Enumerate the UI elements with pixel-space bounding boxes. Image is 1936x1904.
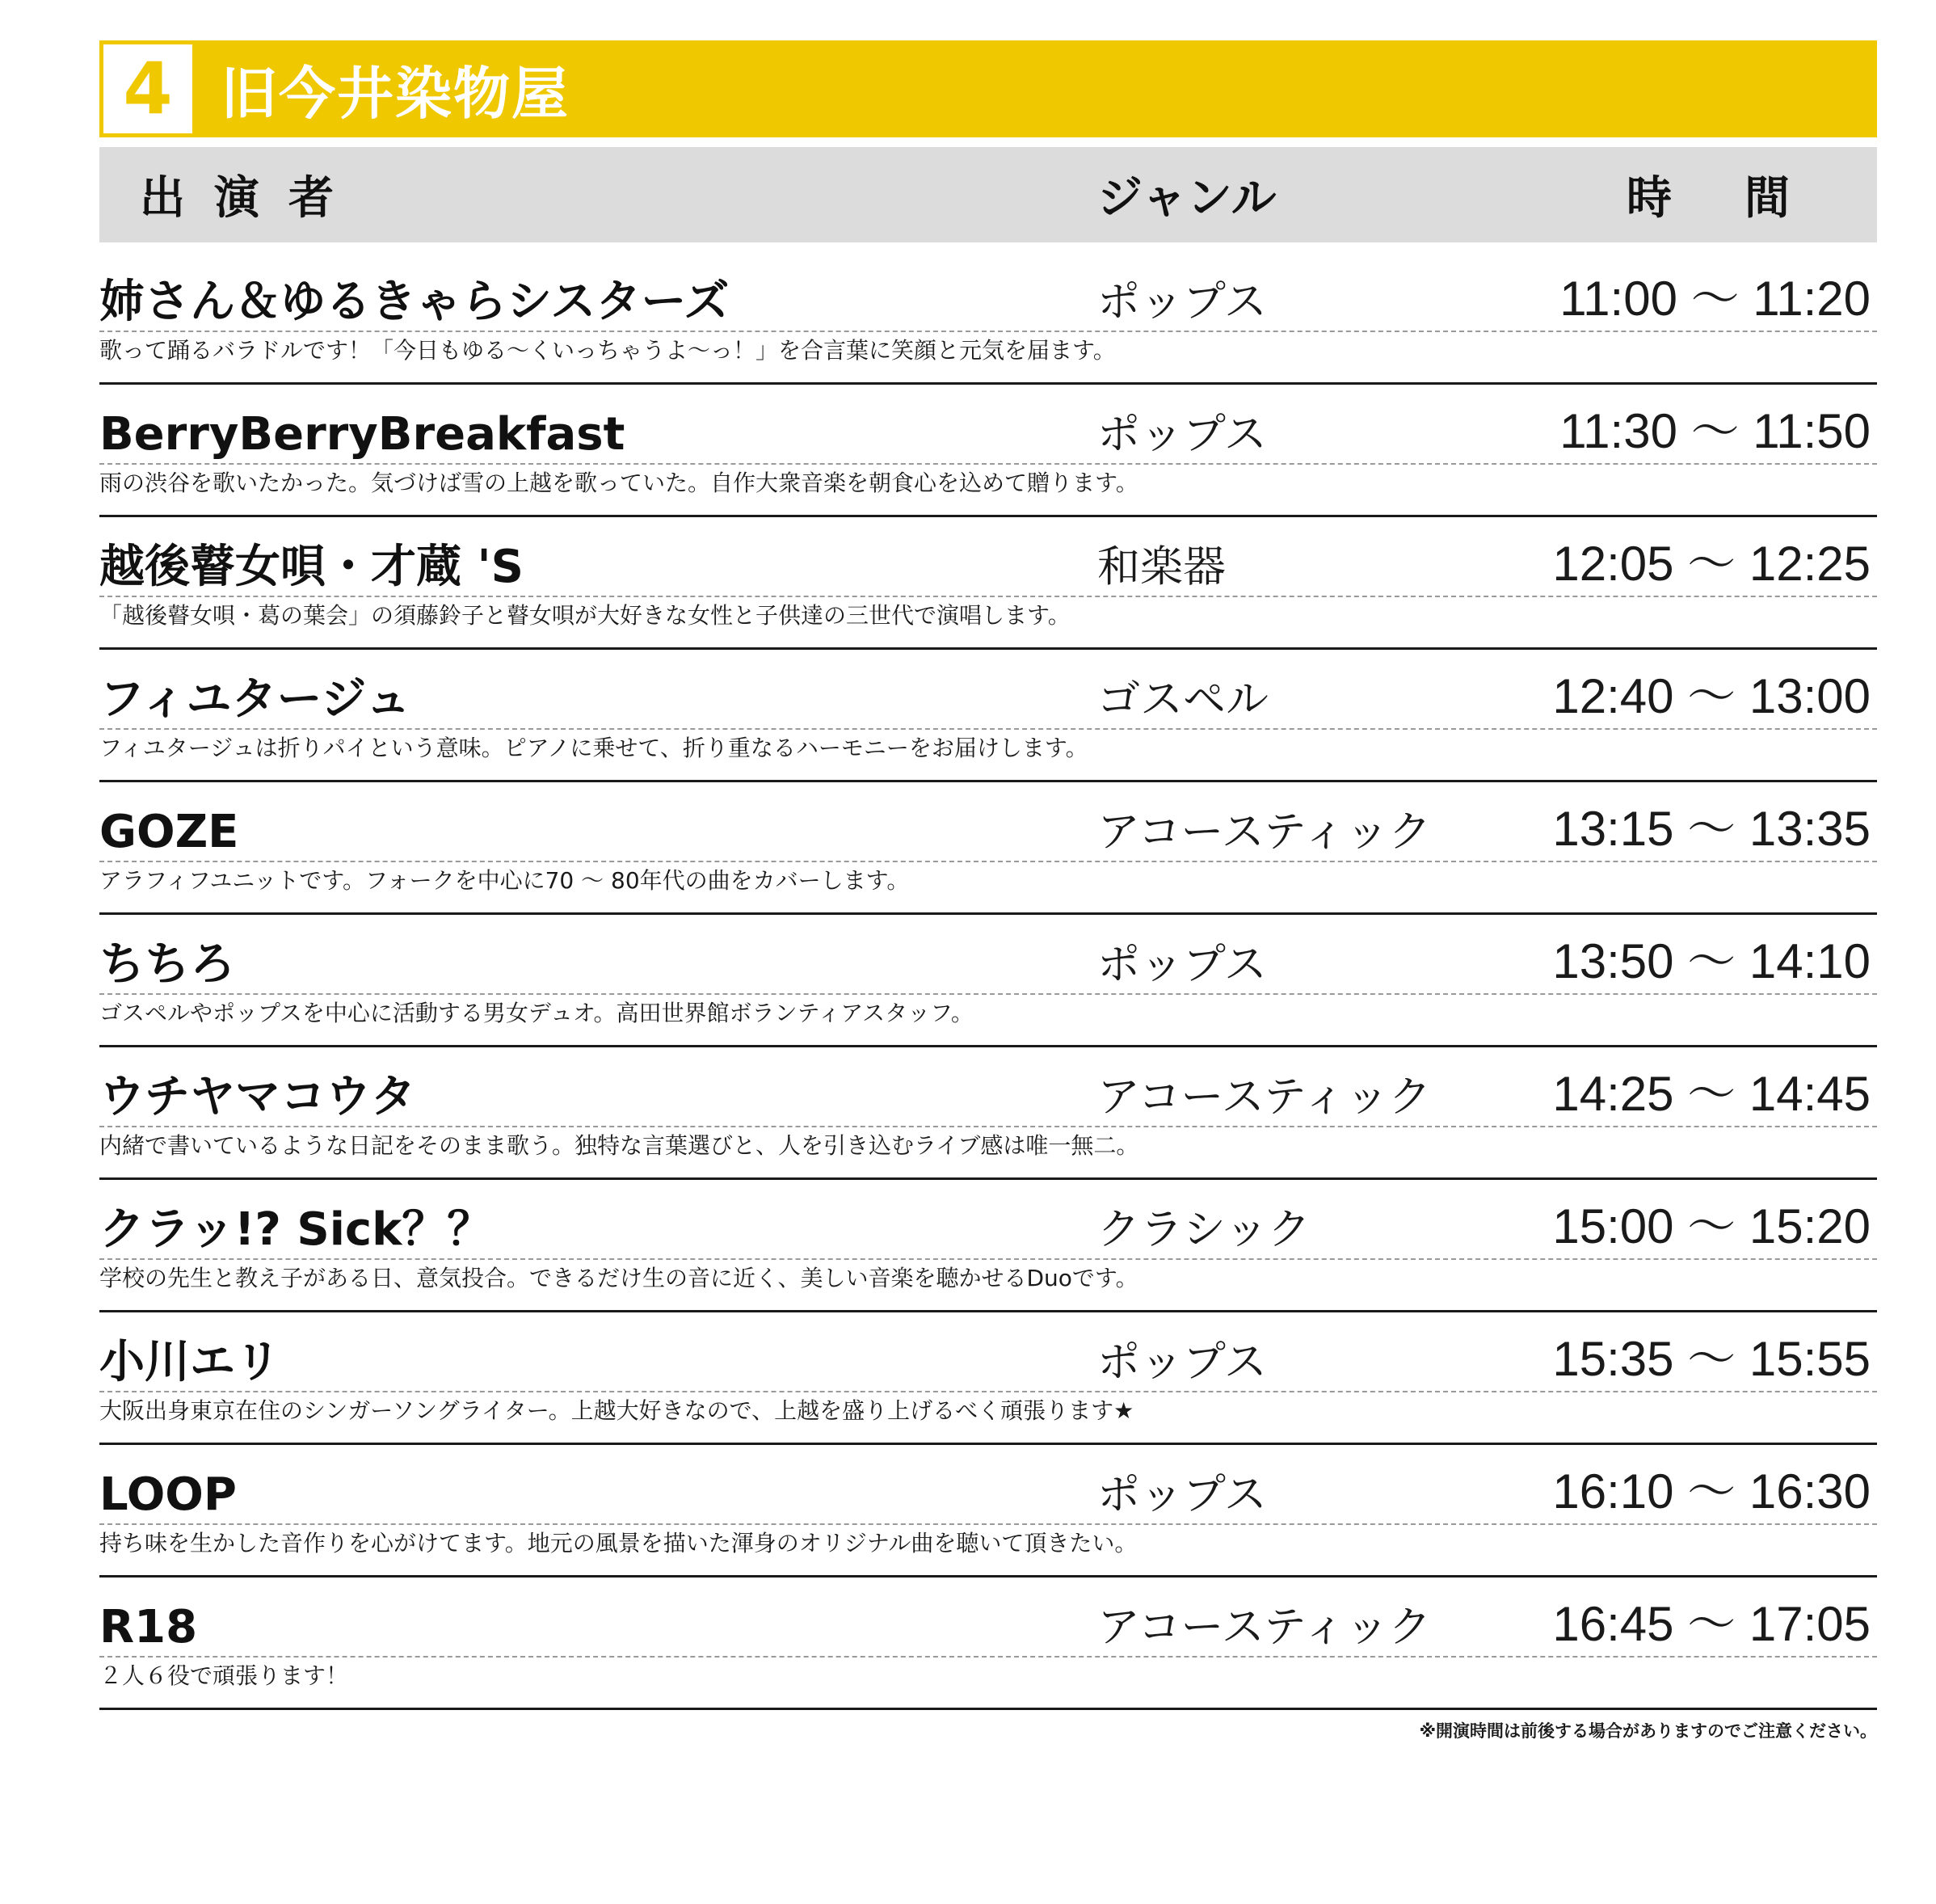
header-performer: 出演者 xyxy=(140,172,363,225)
performer-description: 持ち味を生かした音作りを心がけてます。地元の風景を描いた渾身のオリジナル曲を聴いて頂きたい。 xyxy=(99,1530,1138,1556)
schedule-row xyxy=(99,1445,1877,1578)
genre: 和楽器 xyxy=(1097,541,1226,592)
schedule-row xyxy=(99,650,1877,782)
schedule-sheet xyxy=(99,40,1877,1741)
time-slot: 12:40 ～ 13:00 xyxy=(1552,669,1871,723)
schedule-row xyxy=(99,517,1877,650)
schedule-row xyxy=(99,385,1877,517)
header-time: 時間 xyxy=(1627,172,1862,225)
performer-name: フィユタージュ xyxy=(99,673,411,727)
schedule-row xyxy=(99,782,1877,915)
row-main xyxy=(99,1180,1877,1260)
header-genre: ジャンル xyxy=(1097,172,1277,225)
schedule-list xyxy=(99,252,1877,1710)
performer-description: 学校の先生と教え子がある日、意気投合。できるだけ生の音に近く、美しい音楽を聴かせるDuoです。 xyxy=(99,1265,1138,1291)
schedule-row xyxy=(99,915,1877,1047)
row-main xyxy=(99,1578,1877,1658)
row-main xyxy=(99,915,1877,995)
performer-description: 大阪出身東京在住のシンガーソングライター。上越大好きなので、上越を盛り上げるべく頑張ります★ xyxy=(99,1397,1134,1424)
genre: アコースティック xyxy=(1097,1072,1432,1122)
time-slot: 11:00 ～ 11:20 xyxy=(1559,272,1871,326)
genre: ポップス xyxy=(1097,939,1267,989)
venue-number: 4 xyxy=(123,47,173,130)
time-slot: 12:05 ～ 12:25 xyxy=(1552,537,1871,591)
venue-banner xyxy=(99,40,1877,137)
performer-name: ウチヤマコウタ xyxy=(99,1071,416,1124)
row-main xyxy=(99,1445,1877,1525)
performer-name: クラッ!? Sick？？ xyxy=(99,1203,493,1257)
performer-name: 越後瞽女唄・才蔵 'S xyxy=(99,541,524,594)
time-slot: 15:00 ～ 15:20 xyxy=(1552,1199,1871,1253)
row-main xyxy=(99,650,1877,730)
time-slot: 16:45 ～ 17:05 xyxy=(1552,1597,1871,1651)
performer-name: ちちろ xyxy=(99,938,235,992)
performer-name: 小川エリ xyxy=(99,1336,280,1389)
time-slot: 13:15 ～ 13:35 xyxy=(1552,802,1871,856)
footnote: ※開演時間は前後する場合がありますのでご注意ください。 xyxy=(1419,1721,1877,1741)
genre: ポップス xyxy=(1097,1337,1267,1387)
row-main xyxy=(99,385,1877,465)
performer-name: 姉さん＆ゆるきゃらシスターズ xyxy=(99,276,730,329)
performer-description: 内緒で書いているような日記をそのまま歌う。独特な言葉選びと、人を引き込むライブ感は唯一無二。 xyxy=(99,1132,1139,1159)
performer-name: GOZE xyxy=(99,806,239,859)
performer-description: 雨の渋谷を歌いたかった。気づけば雪の上越を歌っていた。自作大衆音楽を朝食心を込めて贈ります。 xyxy=(99,470,1138,496)
schedule-row xyxy=(99,1578,1877,1710)
time-slot: 11:30 ～ 11:50 xyxy=(1559,404,1871,458)
time-slot: 15:35 ～ 15:55 xyxy=(1552,1332,1871,1386)
genre: クラシック xyxy=(1097,1204,1311,1254)
schedule-row xyxy=(99,1312,1877,1445)
performer-description: 「越後瞽女唄・葛の葉会」の須藤鈴子と瞽女唄が大好きな女性と子供達の三世代で演唱します。 xyxy=(99,602,1071,629)
performer-name: LOOP xyxy=(99,1468,237,1522)
schedule-row xyxy=(99,1180,1877,1312)
time-slot: 13:50 ～ 14:10 xyxy=(1552,934,1871,988)
genre: ポップス xyxy=(1097,1469,1267,1519)
performer-description: フィユタージュは折りパイという意味。ピアノに乗せて、折り重なるハーモニーをお届けします。 xyxy=(99,735,1088,761)
row-main xyxy=(99,1047,1877,1127)
genre: アコースティック xyxy=(1097,1602,1432,1652)
performer-description: ２人６役で頑張ります！ xyxy=(99,1662,349,1689)
genre: ポップス xyxy=(1097,409,1267,459)
schedule-row xyxy=(99,252,1877,385)
performer-name: R18 xyxy=(99,1601,198,1654)
row-main xyxy=(99,1312,1877,1392)
genre: アコースティック xyxy=(1097,807,1432,857)
schedule-row xyxy=(99,1047,1877,1180)
row-main xyxy=(99,252,1877,332)
genre: ポップス xyxy=(1097,276,1267,326)
row-main xyxy=(99,517,1877,597)
performer-description: 歌って踊るバラドルです！「今日もゆる～くいっちゃうよ～っ！」を合言葉に笑顔と元気を届ます。 xyxy=(99,337,1116,364)
time-slot: 14:25 ～ 14:45 xyxy=(1552,1067,1871,1121)
performer-description: ゴスペルやポップスを中心に活動する男女デュオ。高田世界館ボランティアスタッフ。 xyxy=(99,1000,974,1026)
genre: ゴスペル xyxy=(1097,674,1269,724)
time-slot: 16:10 ～ 16:30 xyxy=(1552,1464,1871,1519)
column-header xyxy=(99,147,1877,242)
row-main xyxy=(99,782,1877,862)
venue-name: 旧今井染物屋 xyxy=(221,60,570,127)
venue-number-badge xyxy=(103,44,192,133)
performer-name: BerryBerryBreakfast xyxy=(99,408,625,461)
performer-description: アラフィフユニットです。フォークを中心に70 ～ 80年代の曲をカバーします。 xyxy=(99,867,910,894)
